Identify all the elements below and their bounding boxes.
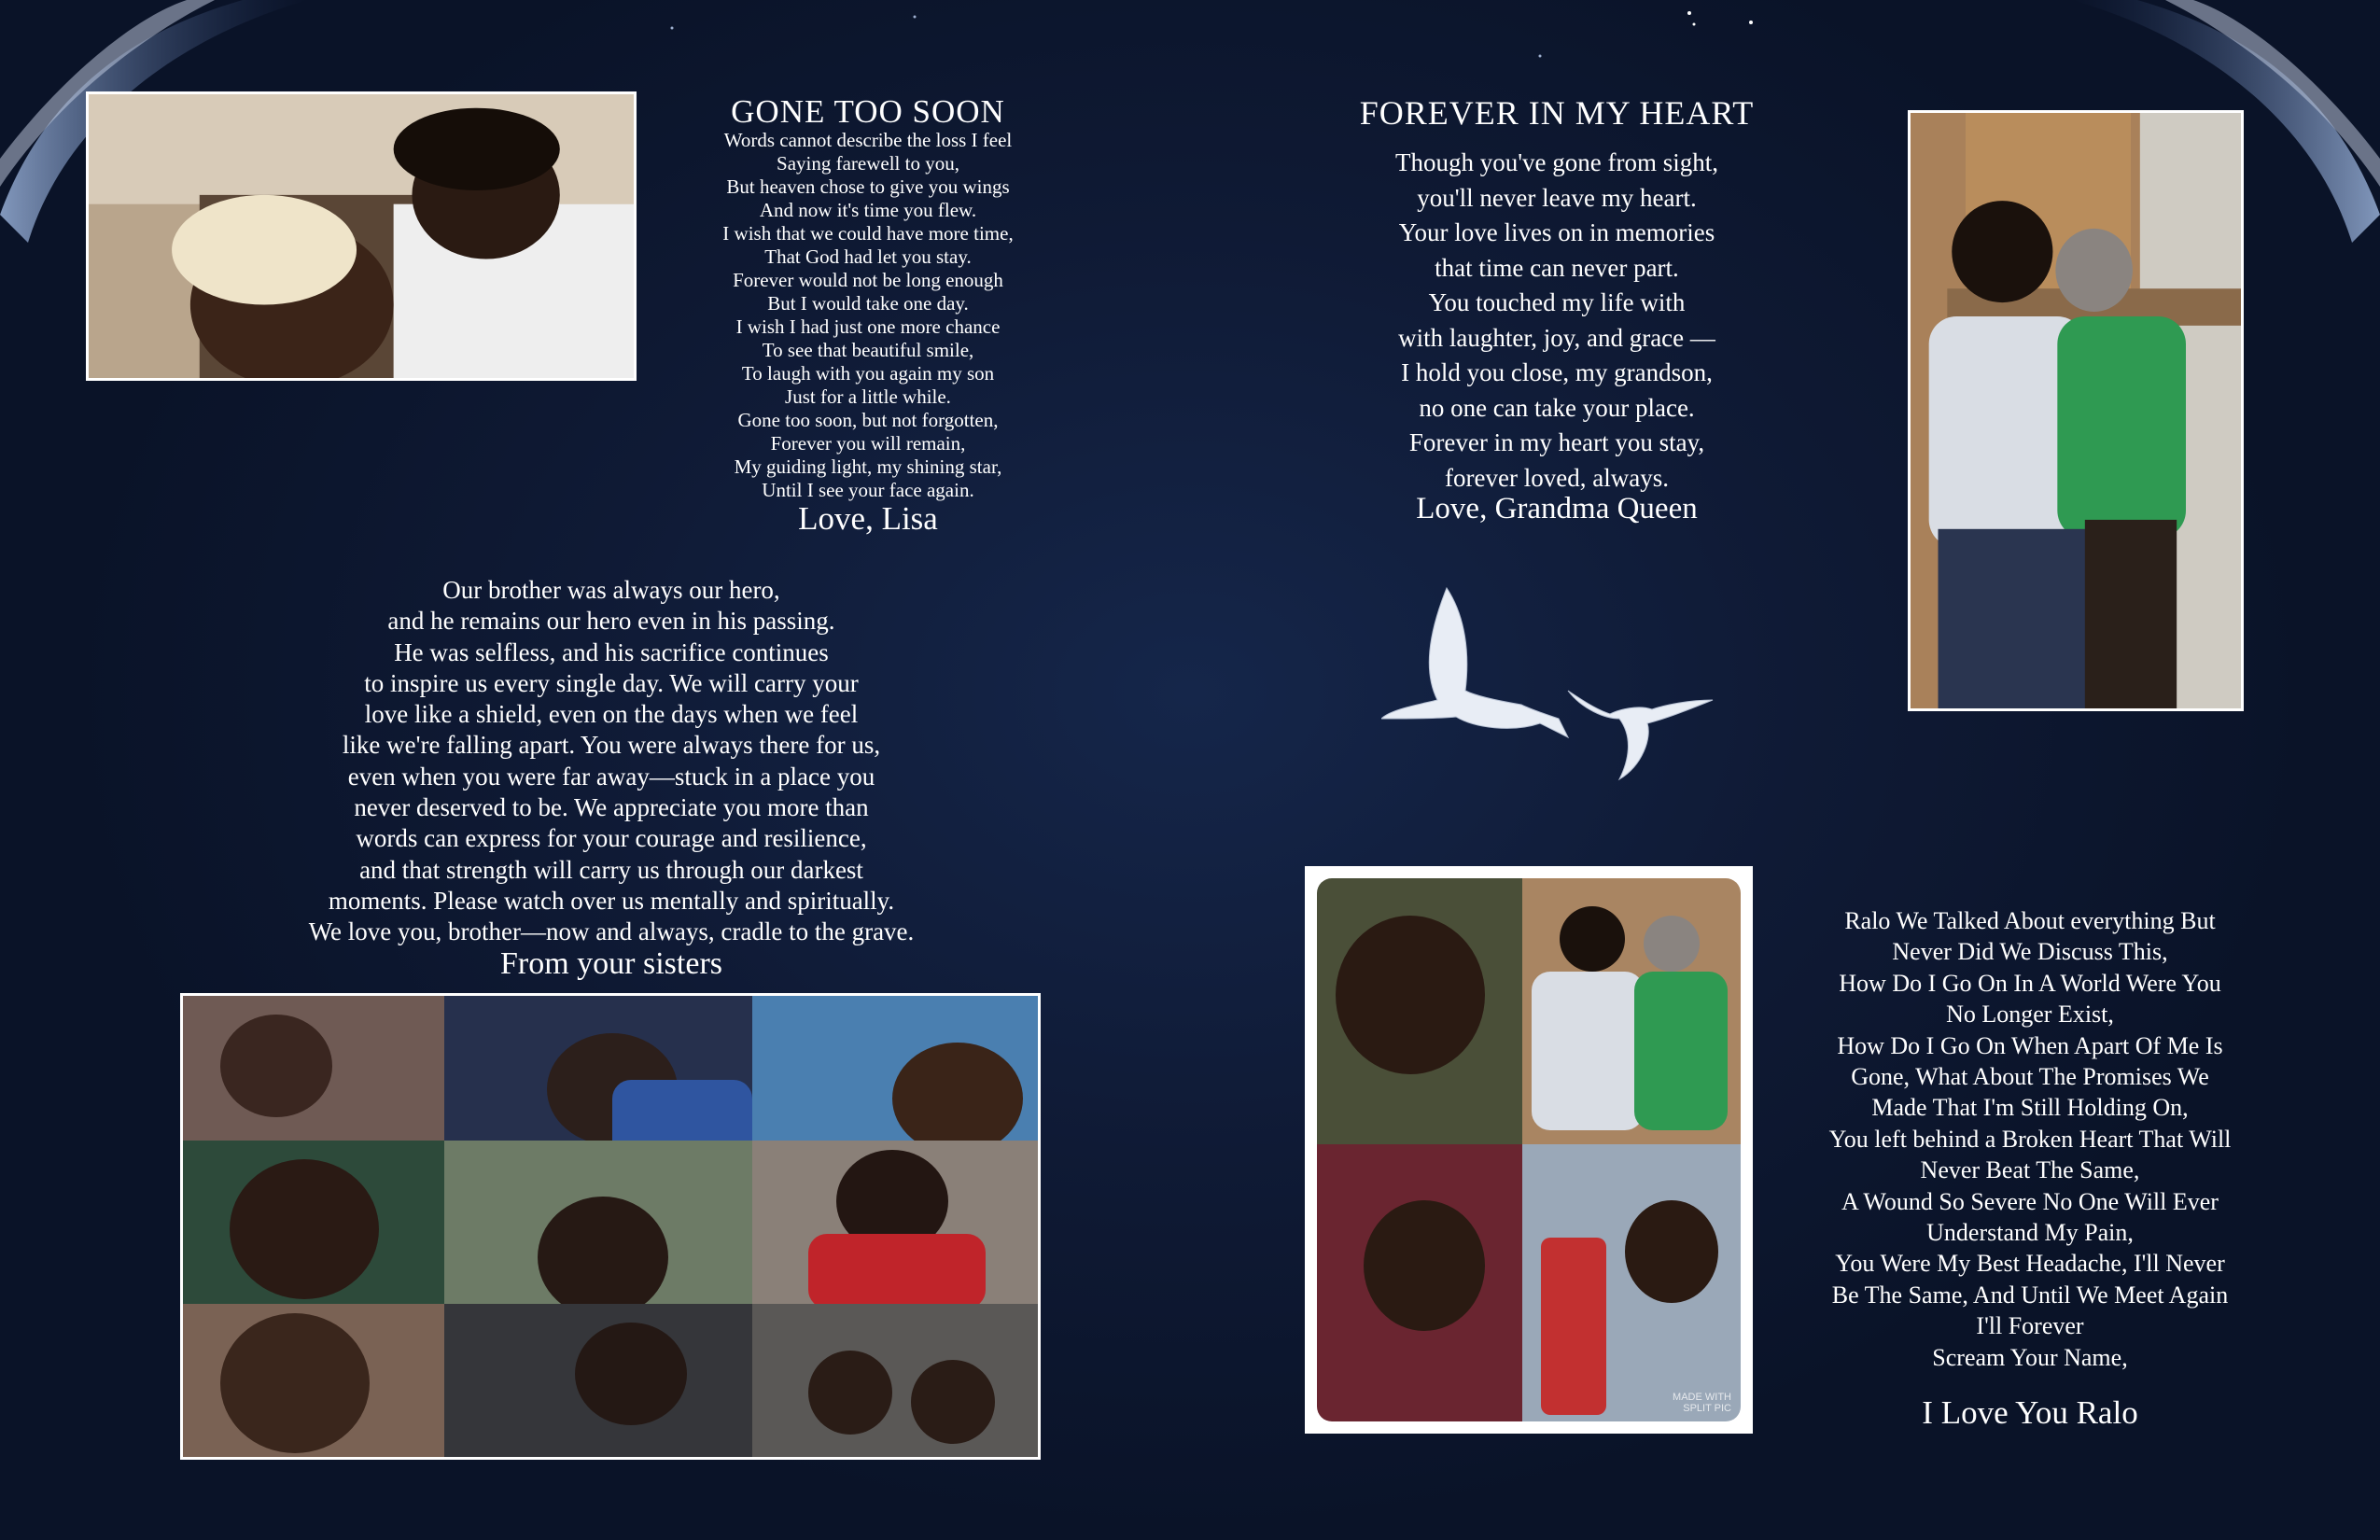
collage-photo: [444, 996, 752, 1141]
tribute-line: Never Did We Discuss This,: [1892, 938, 2168, 966]
poem-line: Your love lives on in memories: [1398, 218, 1715, 246]
poem-line: Though you've gone from sight,: [1394, 148, 1719, 176]
tribute-ralo: [1755, 905, 2305, 1373]
tribute-line: You left behind a Broken Heart That Will: [1828, 1125, 2232, 1153]
poem-forever-in-my-heart: [1286, 146, 1827, 496]
poem-line: Forever in my heart you stay,: [1408, 428, 1705, 456]
tribute-line: Never Beat The Same,: [1920, 1156, 2140, 1184]
tribute-line: Ralo We Talked About everything But: [1844, 907, 2216, 934]
poem-line: Words cannot describe the loss I feel: [723, 129, 1013, 151]
tribute-from-sisters: [191, 575, 1031, 948]
poem-line: forever loved, always.: [1445, 463, 1669, 492]
tribute-line: How Do I Go On In A World Were You: [1839, 969, 2221, 997]
poem-line: I wish that we could have more time,: [722, 222, 1014, 245]
poem-line: that time can never part.: [1435, 253, 1679, 282]
tribute-line: He was selfless, and his sacrifice continues: [394, 637, 829, 666]
signature-from-your-sisters: From your sisters: [500, 946, 722, 981]
tribute-line: even when you were far away—stuck in a place you: [347, 762, 875, 791]
photo-collage-sisters: [180, 993, 1041, 1460]
photo-grandson-and-grandmother: [1908, 110, 2244, 711]
tribute-line: I'll Forever: [1976, 1312, 2084, 1340]
signature-love-grandma-queen: Love, Grandma Queen: [1416, 492, 1698, 525]
poem-line: And now it's time you flew.: [759, 199, 977, 221]
split-photo: [1522, 878, 1741, 1144]
poem-title-forever-in-my-heart: FOREVER IN MY HEART: [1359, 94, 1755, 132]
collage-photo: [752, 996, 1041, 1141]
split-photo: [1522, 1144, 1741, 1421]
tribute-line: words can express for your courage and resilience,: [356, 824, 867, 853]
tribute-line: Made That I'm Still Holding On,: [1871, 1094, 2189, 1122]
collage-photo: [183, 1141, 444, 1304]
split-photo: [1317, 1144, 1522, 1421]
tribute-line: love like a shield, even on the days when we feel: [364, 700, 859, 729]
split-photo: [1317, 878, 1522, 1144]
poem-line: That God had let you stay.: [764, 245, 972, 268]
poem-line: you'll never leave my heart.: [1417, 183, 1697, 212]
poem-line: with laughter, joy, and grace —: [1398, 323, 1715, 352]
poem-line: But I would take one day.: [767, 292, 969, 315]
watermark-split-pic: MADE WITH SPLIT PIC: [1673, 1392, 1731, 1414]
tribute-line: How Do I Go On When Apart Of Me Is: [1837, 1031, 2223, 1059]
tribute-line: We love you, brother—now and always, cradle to the grave.: [308, 917, 915, 946]
photo-mother-and-son: [86, 91, 637, 381]
collage-photo: [444, 1304, 752, 1460]
poem-line: Gone too soon, but not forgotten,: [737, 409, 999, 431]
signature-love-lisa: Love, Lisa: [798, 500, 938, 537]
doves-icon: [1381, 579, 1717, 803]
poem-line: Until I see your face again.: [762, 479, 974, 501]
collage-photo: [183, 996, 444, 1141]
tribute-line: Scream Your Name,: [1932, 1343, 2128, 1371]
poem-line: You touched my life with: [1428, 288, 1686, 316]
tribute-line: Gone, What About The Promises We: [1851, 1063, 2209, 1091]
poem-line: Forever you will remain,: [770, 432, 966, 455]
poem-line: But heaven chose to give you wings: [726, 175, 1010, 198]
tribute-line: and he remains our hero even in his passing.: [387, 607, 835, 636]
poem-line: no one can take your place.: [1419, 393, 1695, 422]
poem-line: Just for a little while.: [785, 385, 951, 408]
poem-line: Forever would not be long enough: [733, 269, 1003, 291]
poem-line: My guiding light, my shining star,: [734, 455, 1002, 478]
tribute-line: Understand My Pain,: [1926, 1219, 2134, 1247]
tribute-line: A Wound So Severe No One Will Ever: [1841, 1187, 2219, 1215]
photo-split-pic: [1305, 866, 1753, 1434]
poem-line: To laugh with you again my son: [741, 362, 995, 385]
tribute-line: You Were My Best Headache, I'll Never: [1835, 1250, 2225, 1278]
poem-gone-too-soon: [644, 129, 1092, 502]
tribute-line: moments. Please watch over us mentally and spiritually.: [328, 886, 895, 915]
collage-photo: [183, 1304, 444, 1460]
poem-line: I wish I had just one more chance: [735, 315, 1001, 338]
tribute-line: No Longer Exist,: [1946, 1001, 2114, 1029]
collage-photo: [752, 1304, 1041, 1460]
poem-title-gone-too-soon: GONE TOO SOON: [731, 93, 1005, 130]
poem-line: I hold you close, my grandson,: [1401, 358, 1713, 386]
poem-line: To see that beautiful smile,: [762, 339, 974, 361]
collage-photo: [752, 1141, 1041, 1304]
collage-photo: [444, 1141, 752, 1304]
tribute-line: Our brother was always our hero,: [442, 576, 780, 604]
poem-line: Saying farewell to you,: [777, 152, 959, 175]
tribute-line: like we're falling apart. You were always there for us,: [342, 731, 881, 760]
tribute-line: Be The Same, And Until We Meet Again: [1831, 1281, 2229, 1309]
tribute-line: to inspire us every single day. We will carry your: [364, 668, 859, 697]
tribute-line: never deserved to be. We appreciate you more than: [354, 793, 869, 822]
tribute-line: and that strength will carry us through our darkest: [359, 855, 863, 884]
signature-i-love-you-ralo: I Love You Ralo: [1922, 1394, 2138, 1431]
